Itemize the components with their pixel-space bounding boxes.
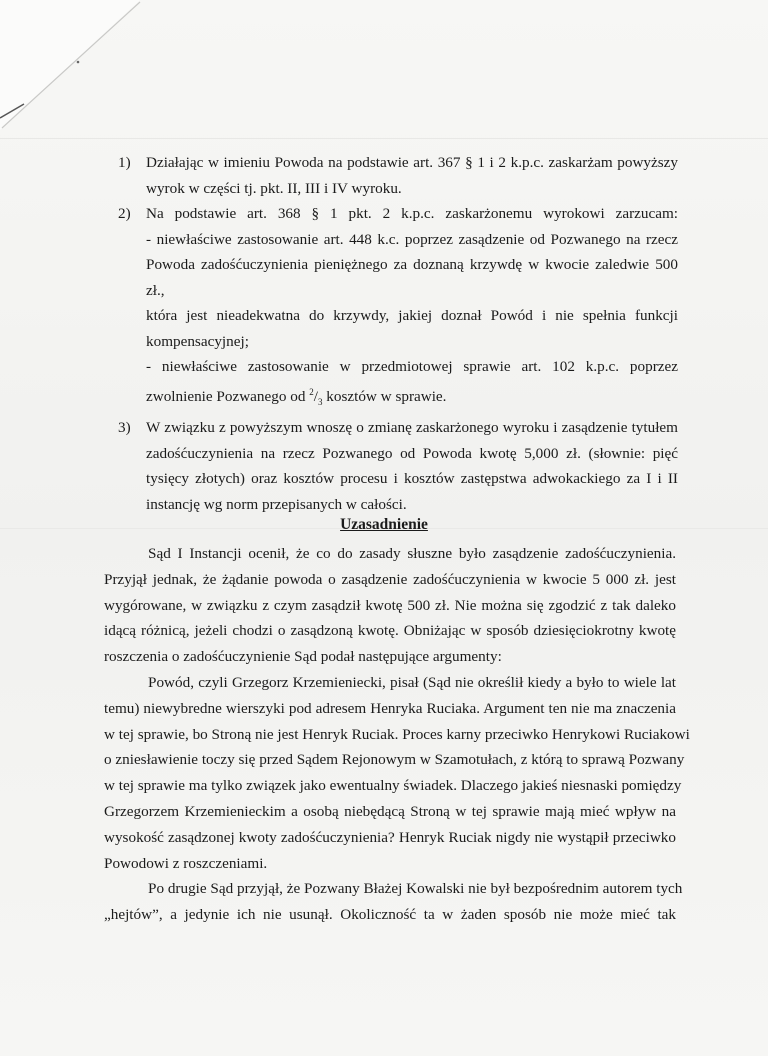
text-fragment: zwolnienie Pozwanego od (146, 387, 306, 405)
text-line: instancję wg norm przepisanych w całości. (146, 495, 407, 513)
paragraph-line: Przyjął jednak, że żądanie powoda o zasądzenie zadośćuczynienia w kwocie 5 000 zł. jest (104, 570, 676, 588)
claim-item-3 (118, 415, 678, 517)
text-line: Działając w imieniu Powoda na podstawie art. 367 § 1 i 2 k.p.c. zaskarżam powyższy (146, 154, 678, 171)
paragraph-line: temu) niewybredne wierszyki pod adresem Henryka Ruciaka. Argument ten nie ma znaczenia (104, 699, 676, 717)
claim-item-1 (118, 150, 678, 201)
list-number: 2) (118, 205, 131, 222)
paragraph-line: wysokość zasądzonej kwoty zadośćuczynienia? Henryk Ruciak nigdy nie wystąpił przeciwko (104, 828, 676, 846)
paragraph-line: o zniesławienie toczy się przed Sądem Rejonowym w Szamotułach, z którą to sprawą Pozwany (104, 751, 685, 769)
paragraph-line: roszczenia o zadośćuczynienie Sąd podał następujące argumenty: (104, 648, 502, 666)
fraction: $^2/_3$ (309, 386, 323, 407)
folded-corner-mark (0, 0, 150, 140)
paragraph-line: Powodowi z roszczeniami. (104, 854, 268, 872)
text-line: W związku z powyższym wnoszę o zmianę zaskarżonego wyroku i zasądzenie tytułem (146, 419, 678, 437)
paragraph-line: idącą różnicą, jeżeli chodzi o zasądzoną kwotę. Obniżając w sposób dziesięciokrotny kwotę (104, 622, 676, 640)
section-heading: Uzasadnienie (340, 516, 428, 533)
text-line: zadośćuczynienia na rzecz Pozwanego od Powoda kwotę 5,000 zł. (słownie: pięć (146, 444, 678, 462)
paragraph-line: Po drugie Sąd przyjął, że Pozwany Błażej Kowalski nie był bezpośrednim autorem tych (148, 880, 683, 898)
text-line: tysięcy złotych) oraz kosztów procesu i kosztów zastępstwa adwokackiego za I i II (146, 470, 678, 488)
paragraph-line: w tej sprawie, bo Stroną nie jest Henryk Ruciak. Proces karny przeciwko Henrykowi Ruciakowi (104, 725, 690, 743)
text-line: - niewłaściwe zastosowanie w przedmiotowej sprawie art. 102 k.p.c. poprzez (146, 358, 678, 375)
text-line: Na podstawie art. 368 § 1 pkt. 2 k.p.c. zaskarżonemu wyrokowi zarzucam: (146, 205, 678, 222)
text-line: - niewłaściwe zastosowanie art. 448 k.c. poprzez zasądzenie od Pozwanego na rzecz (146, 230, 678, 248)
fraction-denominator: 3 (317, 396, 323, 407)
paragraph-line: Grzegorzem Krzemienieckim a osobą niebędącą Stroną w tej sprawie mają mieć wpływ na (104, 802, 676, 820)
paragraph-line: w tej sprawie ma tylko związek jako ewentualny świadek. Dlaczego jakieś niesnaski pomiędzy (104, 777, 682, 795)
paragraph-line: Powód, czyli Grzegorz Krzemieniecki, pisał (Sąd nie określił kiedy a było to wiele lat (148, 673, 676, 691)
fraction-numerator: 2 (309, 386, 314, 397)
text-line: która jest nieadekwatna do krzywdy, jakiej doznał Powód i nie spełnia funkcji (146, 307, 678, 324)
paper-crease-top (0, 138, 768, 139)
text-line-with-fraction (146, 380, 678, 416)
list-number: 3) (118, 419, 131, 437)
paragraph-line: wygórowane, w związku z czym zasądził kwotę 500 zł. Nie można się zgodzić z tak daleko (104, 596, 676, 614)
paragraph-line: „hejtów”, a jedynie ich nie usunął. Okoliczność ta w żaden sposób nie może mieć tak (104, 906, 676, 924)
claims-list (118, 150, 678, 517)
list-number: 1) (118, 154, 131, 171)
paragraph-line: Sąd I Instancji ocenił, że co do zasady słuszne było zasądzenie zadośćuczynienia. (148, 545, 676, 562)
text-line: wyrok w części tj. pkt. II, III i IV wyroku. (146, 179, 402, 197)
claim-item-2 (118, 201, 678, 415)
justification-body (104, 541, 690, 928)
text-line: Powoda zadośćuczynienia pieniężnego za doznaną krzywdę w kwocie zaledwie 500 zł., (146, 256, 678, 299)
text-line: kompensacyjnej; (146, 332, 249, 350)
text-fragment: kosztów w sprawie. (326, 387, 447, 405)
